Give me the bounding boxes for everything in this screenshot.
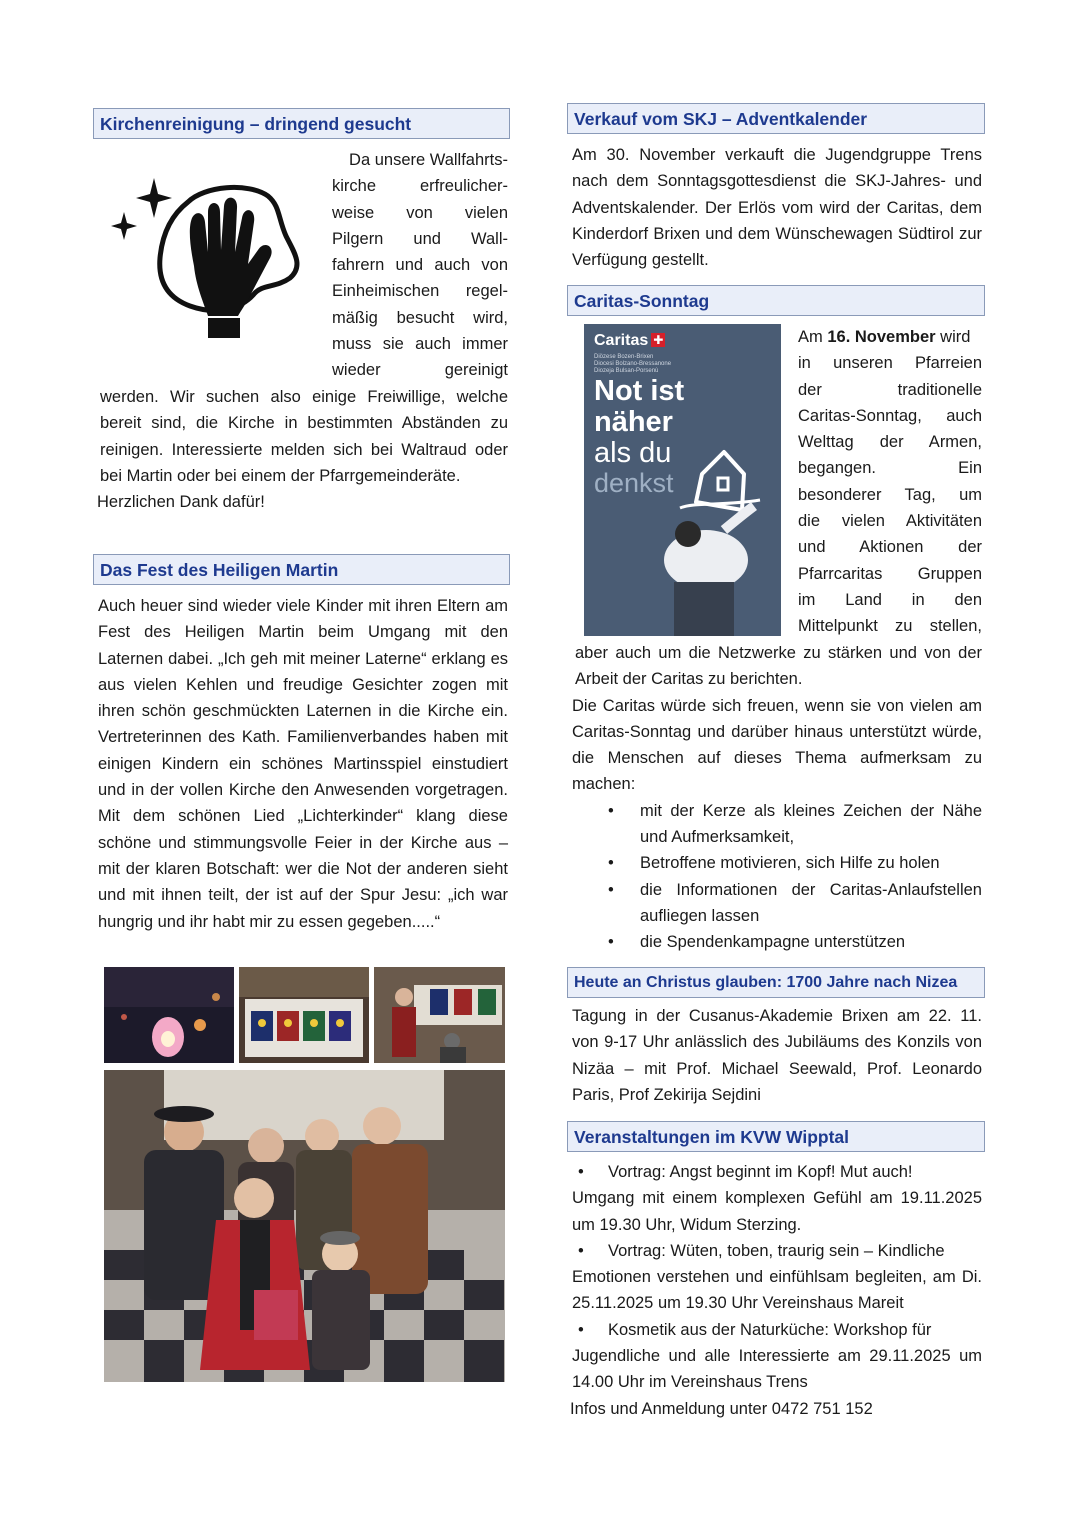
caritas-poster: [584, 324, 781, 636]
kvw-item-detail: Jugendliche und alle Interessierte am 29.11.2025 um 14.00 Uhr im Vereinshaus Trens: [572, 1347, 982, 1392]
caritas-sub-line: Diozeja Bulsan-Porsenù: [594, 368, 659, 374]
nizea-text: Tagung in der Cusanus-Akademie Brixen am 22. 11. von 9-17 Uhr anlässlich des Jubiläums des Konzils von Nizäa – mit Prof. Michael Seewald, Prof. Leonardo Paris, Prof Zekirija Sejdini: [572, 1007, 982, 1104]
photo-lanterns-night: [104, 967, 234, 1063]
heading-skj: Verkauf vom SKJ – Adventkalender: [567, 103, 985, 134]
kvw-list: [572, 1159, 982, 1185]
caritas-intro-post: wird: [935, 328, 971, 346]
kvw-item-title: • Kosmetik aus der Naturküche: Workshop für: [572, 1317, 982, 1343]
cleaning-hand-icon: [108, 166, 304, 342]
caritas-line: im Land in den: [798, 590, 982, 609]
caritas-bullet: • mit der Kerze als kleines Zeichen der Nähe und Aufmerksamkeit,: [572, 798, 982, 851]
caritas-para2: Die Caritas würde sich freuen, wenn sie von vielen am Caritas-Sonntag und darüber hinaus unterstützt würde, die Menschen auf dieses Thema aufmerksam zu machen:: [572, 696, 982, 794]
caritas-line: und Aktionen der: [798, 538, 982, 557]
kirchen-line: wieder gereinigt: [332, 361, 508, 380]
kirchen-line: weise von vielen: [332, 203, 508, 222]
caritas-title-line: als du: [594, 437, 672, 469]
kvw-list: [572, 1238, 982, 1264]
caritas-intro: [798, 324, 982, 350]
caritas-date: 16. November: [827, 328, 936, 346]
heading-kirchenreinigung: Kirchenreinigung – dringend gesucht: [93, 108, 510, 139]
caritas-title-light: denkst: [594, 468, 674, 498]
caritas-title-line: Not ist: [594, 375, 685, 407]
caritas-logo-text: Caritas: [594, 332, 649, 349]
kvw-list: [572, 1317, 982, 1343]
kvw-footer: Infos und Anmeldung unter 0472 751 152: [570, 1399, 873, 1418]
kirchen-wrap-text: [332, 147, 508, 384]
kvw-body: [572, 1159, 982, 1422]
kirchen-thanks: Herzlichen Dank dafür!: [97, 493, 265, 512]
caritas-rest: [572, 640, 982, 956]
caritas-bullet: • Betroffene motivieren, sich Hilfe zu holen: [572, 850, 982, 876]
heading-nizea: Heute an Christus glauben: 1700 Jahre nach Nizea: [567, 967, 985, 998]
caritas-line: Mittelpunkt zu stellen,: [798, 617, 982, 636]
kirchen-line: mäßig besucht wird,: [332, 308, 508, 327]
caritas-line: begangen. Ein: [798, 459, 982, 478]
kvw-item-title: • Vortrag: Wüten, toben, traurig sein – Kindliche: [572, 1238, 982, 1264]
kirchen-line: muss sie auch immer: [332, 335, 508, 354]
kirchen-line: Einheimischen regel-: [332, 282, 508, 301]
caritas-sub-line: Diocesi Bolzano-Bressanone: [594, 361, 672, 367]
martin-body: [98, 593, 508, 935]
heading-martin: Das Fest des Heiligen Martin: [93, 554, 510, 585]
skj-text: Am 30. November verkauft die Jugendgruppe Trens nach dem Sonntagsgottesdienst die SKJ-Jahres- und Adventskalender. Der Erlös vom wird der Caritas, dem Kinderdorf Brixen und dem Wünschewagen Südtirol zur Verfügung gestellt.: [572, 146, 982, 270]
kvw-item-title: • Vortrag: Angst beginnt im Kopf! Mut auch!: [572, 1159, 982, 1185]
photo-children-lanterns: [374, 967, 505, 1063]
kirchen-line: kirche erfreulicher-: [332, 177, 508, 196]
photo-martinsspiel-children: [104, 1070, 505, 1382]
caritas-line: Pfarrcaritas Gruppen: [798, 564, 982, 583]
nizea-body: [572, 1003, 982, 1108]
caritas-line: in unseren Pfarreien: [798, 354, 982, 373]
caritas-bullet-list: [572, 798, 982, 956]
kirchen-line: Da unsere Wallfahrts-: [349, 151, 508, 169]
caritas-rest-text: aber auch um die Netzwerke zu stärken und von der Arbeit der Caritas zu berichten.: [575, 644, 982, 689]
kirchen-line: fahrern und auch von: [332, 256, 508, 275]
caritas-title-line: näher: [594, 406, 673, 438]
heading-caritas: Caritas-Sonntag: [567, 285, 985, 316]
caritas-house-drawing: [584, 324, 781, 636]
caritas-intro-pre: Am: [798, 328, 828, 346]
kvw-item-detail: Emotionen verstehen und einfühlsam begleiten, am Di. 25.11.2025 um 19.30 Uhr Vereinshaus Mareit: [572, 1268, 982, 1313]
martin-text: Auch heuer sind wieder viele Kinder mit ihren Eltern am Fest des Heiligen Martin beim Umgang mit den Laternen dabei. „Ich geh mit meiner Laterne“ erklang es aus vielen Kehlen und freudige Gesichter zogen mit ihren schön geschmückten Laternen in die Kirche ein. Vertreterinnen des Kath. Familienverbandes haben mit einigen Kindern ein schönes Martinsspiel einstudiert und in der vollen Kirche den Anwesenden vorgetragen. Mit dem schönen Lied „Lichterkinder“ klang diese schöne und stimmungsvolle Feier in der Kirche aus – mit der klaren Botschaft: wer die Not der anderen sieht und mit ihnen teilt, der ist auf der Spur Jesu: „ich war hungrig und ihr habt mir zu essen gegeben.....“: [98, 597, 508, 931]
skj-body: [572, 142, 982, 273]
heading-kvw: Veranstaltungen im KVW Wipptal: [567, 1121, 985, 1152]
kvw-item-detail: Umgang mit einem komplexen Gefühl am 19.11.2025 um 19.30 Uhr, Widum Sterzing.: [572, 1189, 982, 1234]
caritas-line: Welttag der Armen,: [798, 433, 982, 452]
caritas-line: der traditionelle: [798, 380, 982, 399]
caritas-bullet: • die Spendenkampagne unterstützen: [572, 929, 982, 955]
caritas-bullet: • die Informationen der Caritas-Anlaufstellen aufliegen lassen: [572, 877, 982, 930]
caritas-line: besonderer Tag, um: [798, 485, 982, 504]
kirchen-rest-text: [97, 384, 508, 515]
caritas-line: Caritas-Sonntag, auch: [798, 406, 982, 425]
photo-lantern-display: [239, 967, 369, 1063]
caritas-cross-icon: ✚: [653, 333, 664, 347]
caritas-wrap-text: [798, 324, 982, 640]
caritas-sub-line: Diözese Bozen-Brixen: [594, 354, 654, 360]
kirchen-line: Pilgern und Wall-: [332, 229, 508, 248]
caritas-line: die vielen Aktivitäten: [798, 512, 982, 531]
kirchen-rest: werden. Wir suchen also einige Freiwillige, welche bereit sind, die Kirche in bestimmten Abständen zu reinigen. Interessierte melden sich bei Waltraud oder bei Martin oder bei einem der Pfarrgemeinderäte.: [100, 388, 508, 485]
